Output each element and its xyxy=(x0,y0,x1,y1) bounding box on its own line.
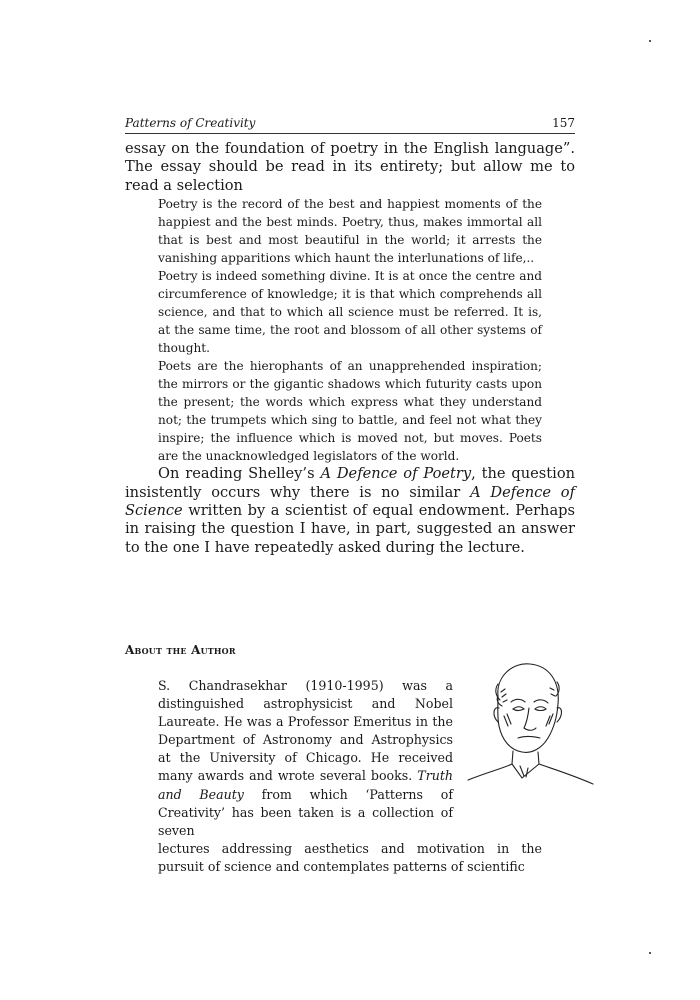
page-mark-dot xyxy=(649,40,651,42)
quote-paragraph: Poetry is the record of the best and happiest moments of the happiest and the best minds. Poetry, thus, makes immortal all that is best and most beautiful in the world; it arrests the vanishing apparitions which haunt the interlunations of life,.. xyxy=(158,197,542,266)
page-number: 157 xyxy=(552,116,575,130)
bio-text: from which ‘Patterns of Creativity’ has been taken is a collection of seven xyxy=(158,786,453,838)
book-title: Truth and Beauty xyxy=(158,768,453,802)
closing-text: On reading Shelley’s xyxy=(158,465,321,483)
page-mark-dot xyxy=(649,952,651,954)
bio-text: S. Chandrasekhar (1910-1995) was a distinguished astrophysicist and Nobel Laureate. He was a Professor Emeritus in the Department of Astronomy and Astrophysics at the University of Chicago. He received many awards and wrote several books. xyxy=(158,678,453,784)
quote-paragraph: Poets are the hierophants of an unapprehended inspiration; the mirrors or the gigantic shadows which futurity casts upon the present; the words which express what they understand not; the trumpets which sing to battle, and feel not what they inspire; the influence which is moved not, but moves. Poets are the unacknowledged legislators of the world. xyxy=(158,359,542,464)
author-bio xyxy=(158,677,453,840)
opening-paragraph: essay on the foundation of poetry in the English language”. The essay should be read in its entirety; but allow me to read a selection xyxy=(125,140,575,194)
book-title: A Defence of Science xyxy=(125,483,575,520)
closing-text: , the question insistently occurs why there is no similar xyxy=(125,465,575,501)
about-author-heading: About the Author xyxy=(125,643,236,657)
book-title: A Defence of Poetry xyxy=(320,465,472,483)
page-header xyxy=(125,116,575,134)
main-text xyxy=(125,140,575,557)
author-bio-continued: lectures addressing aesthetics and motivation in the pursuit of science and contemplates patterns of scientific xyxy=(158,840,542,874)
quote-paragraph: Poetry is indeed something divine. It is at once the centre and circumference of knowledge; it is that which comprehends all science, and that to which all science must be referred. It is, at the same time, the root and blossom of all other systems of thought. xyxy=(158,269,542,356)
closing-text: written by a scientist of equal endowment. Perhaps in raising the question I have, in part, suggested an answer to the one I have repeatedly asked during the lecture. xyxy=(125,502,575,556)
author-portrait-icon xyxy=(458,656,598,806)
closing-paragraph xyxy=(125,465,575,557)
shelley-quotation xyxy=(158,195,542,465)
running-title: Patterns of Creativity xyxy=(125,116,256,130)
